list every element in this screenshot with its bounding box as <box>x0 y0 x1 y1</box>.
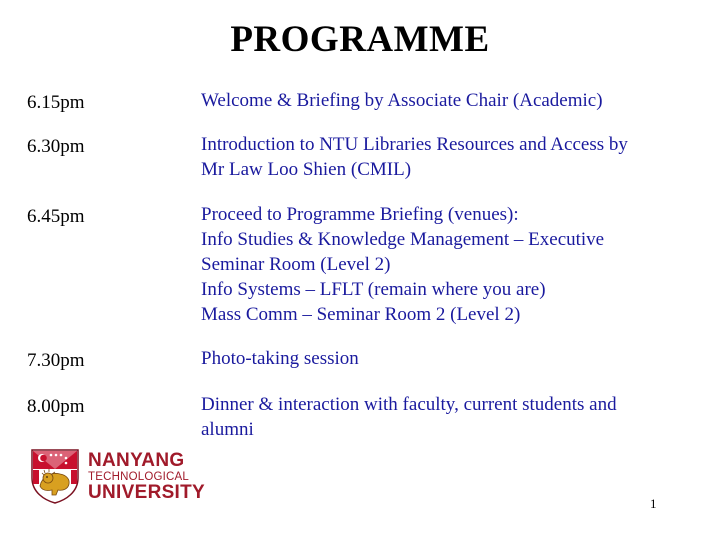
slide-title: PROGRAMME <box>230 19 490 60</box>
description-line: Info Systems – LFLT (remain where you are) <box>201 279 546 300</box>
description-line: Info Studies & Knowledge Management – Executive <box>201 229 605 250</box>
description-line: alumni <box>201 419 254 440</box>
description-line: Seminar Room (Level 2) <box>201 254 391 275</box>
logo-line-1: NANYANG <box>88 450 185 471</box>
university-logo <box>30 448 206 504</box>
logo-line-2: TECHNOLOGICAL <box>88 471 190 483</box>
schedule-description <box>201 202 701 327</box>
schedule-time: 6.45pm <box>27 206 85 227</box>
description-line: Mass Comm – Seminar Room 2 (Level 2) <box>201 304 521 325</box>
schedule-description <box>201 132 701 182</box>
schedule-time: 7.30pm <box>27 350 85 371</box>
university-wordmark <box>88 452 205 502</box>
description-line: Welcome & Briefing by Associate Chair (Academic) <box>201 90 603 111</box>
schedule-time: 8.00pm <box>27 396 85 417</box>
schedule-description <box>201 346 701 371</box>
description-line: Mr Law Loo Shien (CMIL) <box>201 159 412 180</box>
logo-line-3: UNIVERSITY <box>88 482 206 503</box>
description-line: Introduction to NTU Libraries Resources and Access by <box>201 134 628 155</box>
ntu-crest-icon <box>30 448 80 504</box>
page-number: 1 <box>650 496 657 511</box>
schedule-description <box>201 88 701 113</box>
schedule-time: 6.15pm <box>27 92 85 113</box>
schedule-description <box>201 392 701 442</box>
description-line: Photo-taking session <box>201 348 359 369</box>
schedule-time: 6.30pm <box>27 136 85 157</box>
description-line: Dinner & interaction with faculty, current students and <box>201 394 617 415</box>
description-line: Proceed to Programme Briefing (venues): <box>201 204 519 225</box>
